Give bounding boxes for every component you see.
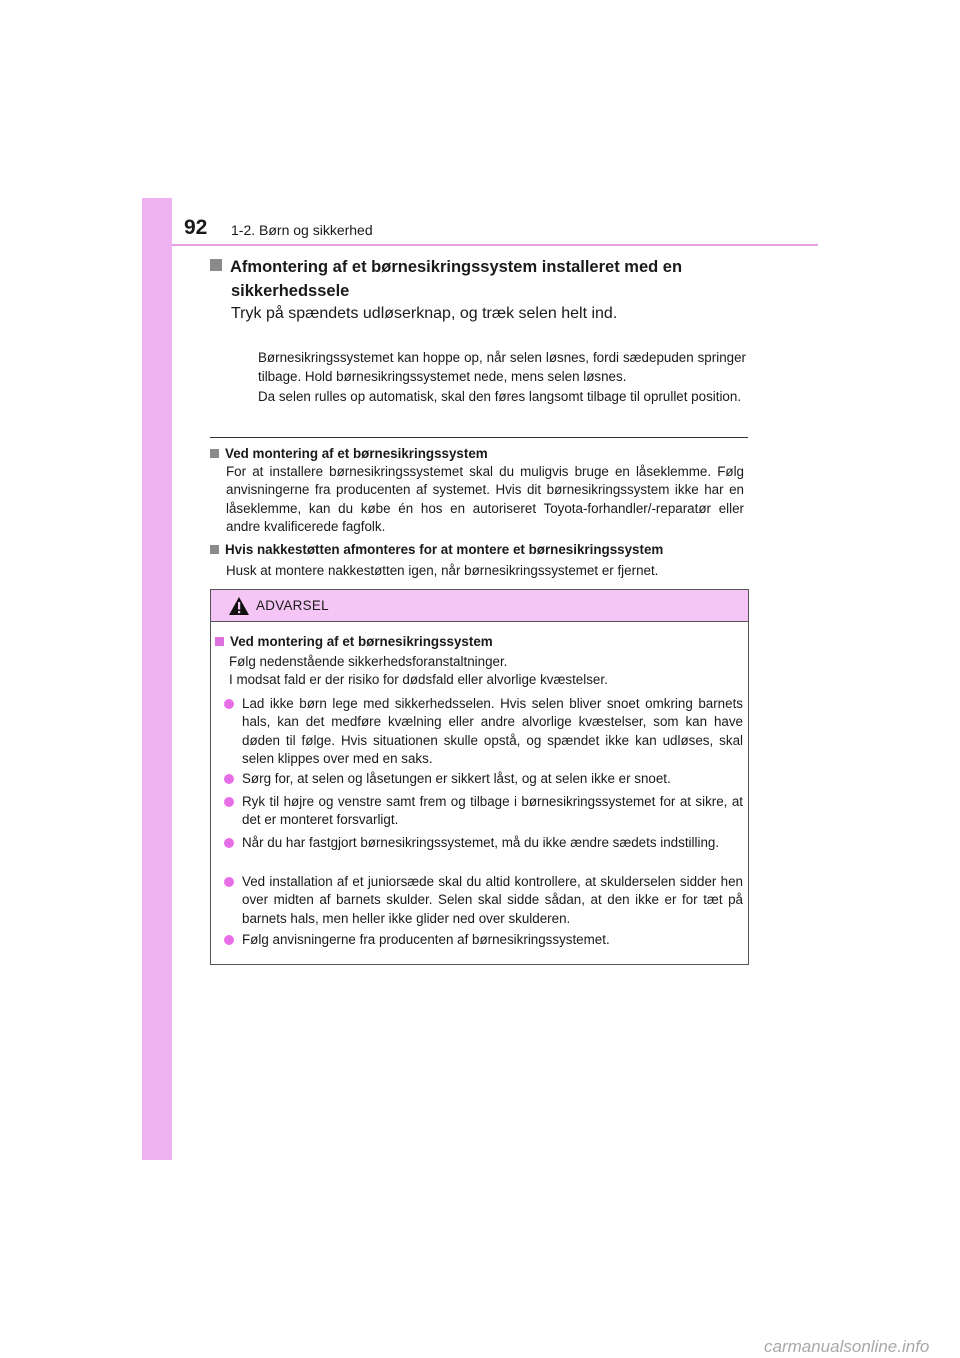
warning-heading (215, 634, 493, 649)
section-title: 1-2. Børn og sikkerhed (231, 222, 373, 238)
info-heading (210, 446, 488, 461)
page-number: 92 (184, 216, 208, 239)
main-heading-line2: sikkerhedssele (231, 282, 350, 300)
warning-box (210, 589, 749, 965)
warning-bullet-text: Ved installation af et juniorsæde skal du altid kontrollere, at skulderselen sidder hen over midten af barnets skulder. Selen skal sidde sådan, at den ikke er for tæt på barnets hals, men heller ikke glider ned over skulderen. (242, 874, 743, 926)
warning-header (211, 590, 748, 622)
square-bullet-icon (210, 259, 222, 271)
square-bullet-icon (210, 449, 219, 458)
info-heading-text: Hvis nakkestøtten afmonteres for at montere et børnesikringssystem (225, 542, 664, 557)
warning-triangle-icon (228, 596, 250, 616)
warning-bullet-text: Sørg for, at selen og låsetungen er sikkert låst, og at selen ikke er snoet. (242, 771, 671, 786)
header-divider (172, 244, 818, 246)
warning-bullet (224, 695, 743, 768)
bullet-dot-icon (224, 838, 234, 848)
warning-bullet-text: Lad ikke børn lege med sikkerhedsselen. Hvis selen bliver snoet omkring barnets hals, kan det medføre kvælning eller andre alvorlige kvæstelser, som kan have døden til følge. Hvis situationen skulle opstå, og spændet ikke kan udløses, skal selen klippes over med en saks. (242, 696, 743, 766)
warning-bullet (224, 931, 743, 949)
info-heading (210, 542, 663, 557)
instruction-text: Tryk på spændets udløserknap, og træk selen helt ind. (231, 305, 618, 322)
bullet-dot-icon (224, 774, 234, 784)
note-paragraph (258, 388, 746, 407)
warning-bullet-text: Følg anvisningerne fra producenten af børnesikringssystemet. (242, 932, 610, 947)
main-heading-line1: Afmontering af et børnesikringssystem installeret med en (230, 258, 683, 276)
warning-bullet (224, 873, 743, 928)
square-bullet-icon (215, 637, 224, 646)
warning-bullet (224, 834, 743, 852)
bullet-dot-icon (224, 699, 234, 709)
bullet-dot-icon (224, 877, 234, 887)
warning-bullet-text: Ryk til højre og venstre samt frem og tilbage i børnesikringssystemet for at sikre, at det er monteret forsvarligt. (242, 794, 743, 828)
info-paragraph: For at installere børnesikringssystemet skal du muligvis bruge en låseklemme. Følg anvisningerne fra producenten af systemet. Hvis dit børnesikringssystem ikke har en låseklemme, kan du købe én hos en autoriseret Toyota-forhandler/-reparatør eller andre kvalificerede fagfolk. (226, 464, 744, 534)
info-heading-text: Ved montering af et børnesikringssystem (225, 446, 488, 461)
bullet-dot-icon (224, 797, 234, 807)
square-bullet-icon (210, 545, 219, 554)
main-heading (210, 255, 730, 303)
warning-bullet (224, 770, 743, 788)
note-paragraph: Børnesikringssystemet kan hoppe op, når selen løsnes, fordi sædepuden springer tilbage. Hold børnesikringssystemet nede, mens selen løsnes. (258, 350, 746, 384)
section-divider (210, 437, 748, 438)
warning-line: Følg nedenstående sikkerhedsforanstaltninger. (229, 654, 508, 669)
warning-line: I modsat fald er der risiko for dødsfald eller alvorlige kvæstelser. (229, 672, 608, 687)
chapter-sidebar-tab (142, 198, 172, 1160)
warning-bullet-text: Når du har fastgjort børnesikringssystemet, må du ikke ændre sædets indstilling. (242, 835, 720, 850)
warning-bullet (224, 793, 743, 830)
warning-heading-text: Ved montering af et børnesikringssystem (230, 634, 493, 649)
warning-title: ADVARSEL (256, 598, 329, 613)
watermark-text: carmanualsonline.info (764, 1337, 930, 1356)
info-paragraph: Husk at montere nakkestøtten igen, når børnesikringssystemet er fjernet. (226, 563, 659, 578)
note-text: Da selen rulles op automatisk, skal den føres langsomt tilbage til oprullet position. (258, 389, 742, 404)
bullet-dot-icon (224, 935, 234, 945)
